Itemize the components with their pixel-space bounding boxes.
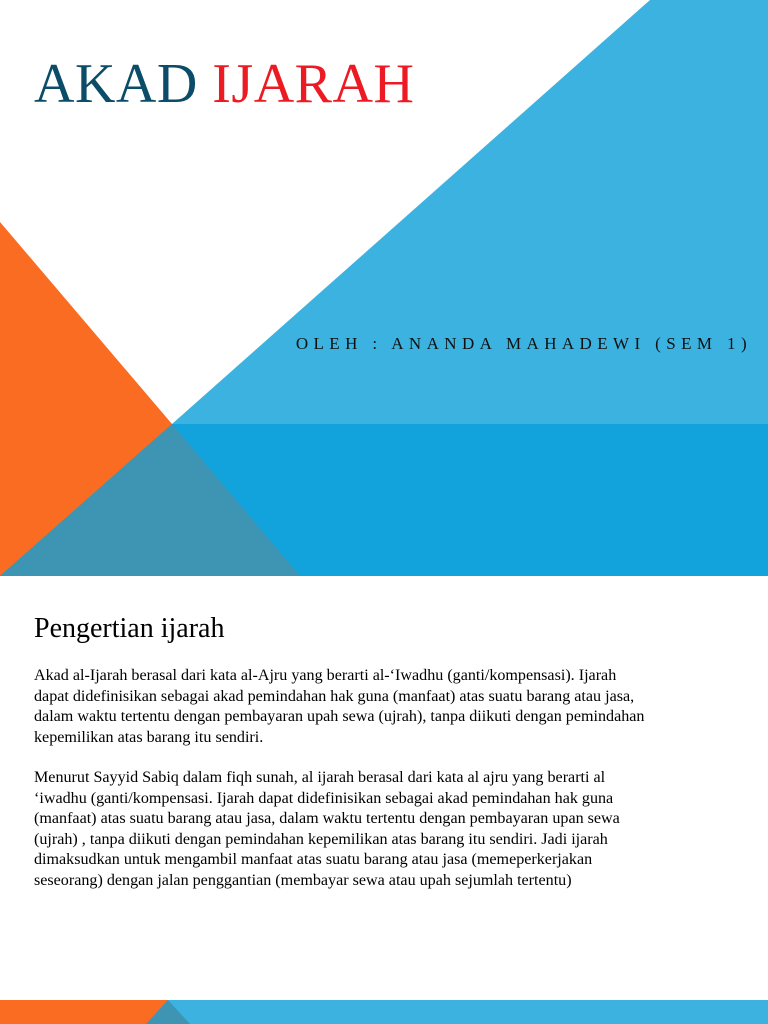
author-subtitle: OLEH : ANANDA MAHADEWI (SEM 1)	[295, 334, 752, 353]
paragraph-sayyid-sabiq: Menurut Sayyid Sabiq dalam fiqh sunah, al ijarah berasal dari kata al ajru yang berarti al ‘iwadhu (ganti/kompensasi. Ijarah dapat didefinisikan sebagai akad pemindahan hak guna (manfaat) atas suatu barang atau jasa, dalam waktu tertentu dengan pembayaran upan sewa (ujrah) , tanpa diikuti dengan pemindahan kepemilikan atas barang itu sendiri. Jadi ijarah dimaksudkan untuk mengambil manfaat atas suatu barang atau jasa (memeperkerjakan seseorang) dengan jalan penggantian (membayar sewa atau upah sejumlah tertentu)	[34, 769, 620, 889]
slide-body	[34, 666, 654, 911]
slide-heading: Pengertian ijarah	[34, 613, 225, 644]
content-slide	[0, 576, 768, 1024]
next-slide-edge-shapes	[0, 1000, 768, 1024]
title-word-akad: AKAD	[34, 53, 198, 115]
title-word-ijarah: IJARAH	[212, 53, 415, 115]
paragraph-definition: Akad al-Ijarah berasal dari kata al-Ajru yang berarti al-‘Iwadhu (ganti/kompensasi). Ijarah dapat didefinisikan sebagai akad pemindahan hak guna (manfaat) atas suatu barang atau jasa, dalam waktu tertentu dengan pembayaran upah sewa (ujrah), tanpa diikuti dengan pemindahan kepemilikan atas barang itu sendiri.	[34, 667, 645, 746]
presentation-title	[34, 53, 415, 115]
bottom-orange-strip	[0, 1000, 168, 1024]
